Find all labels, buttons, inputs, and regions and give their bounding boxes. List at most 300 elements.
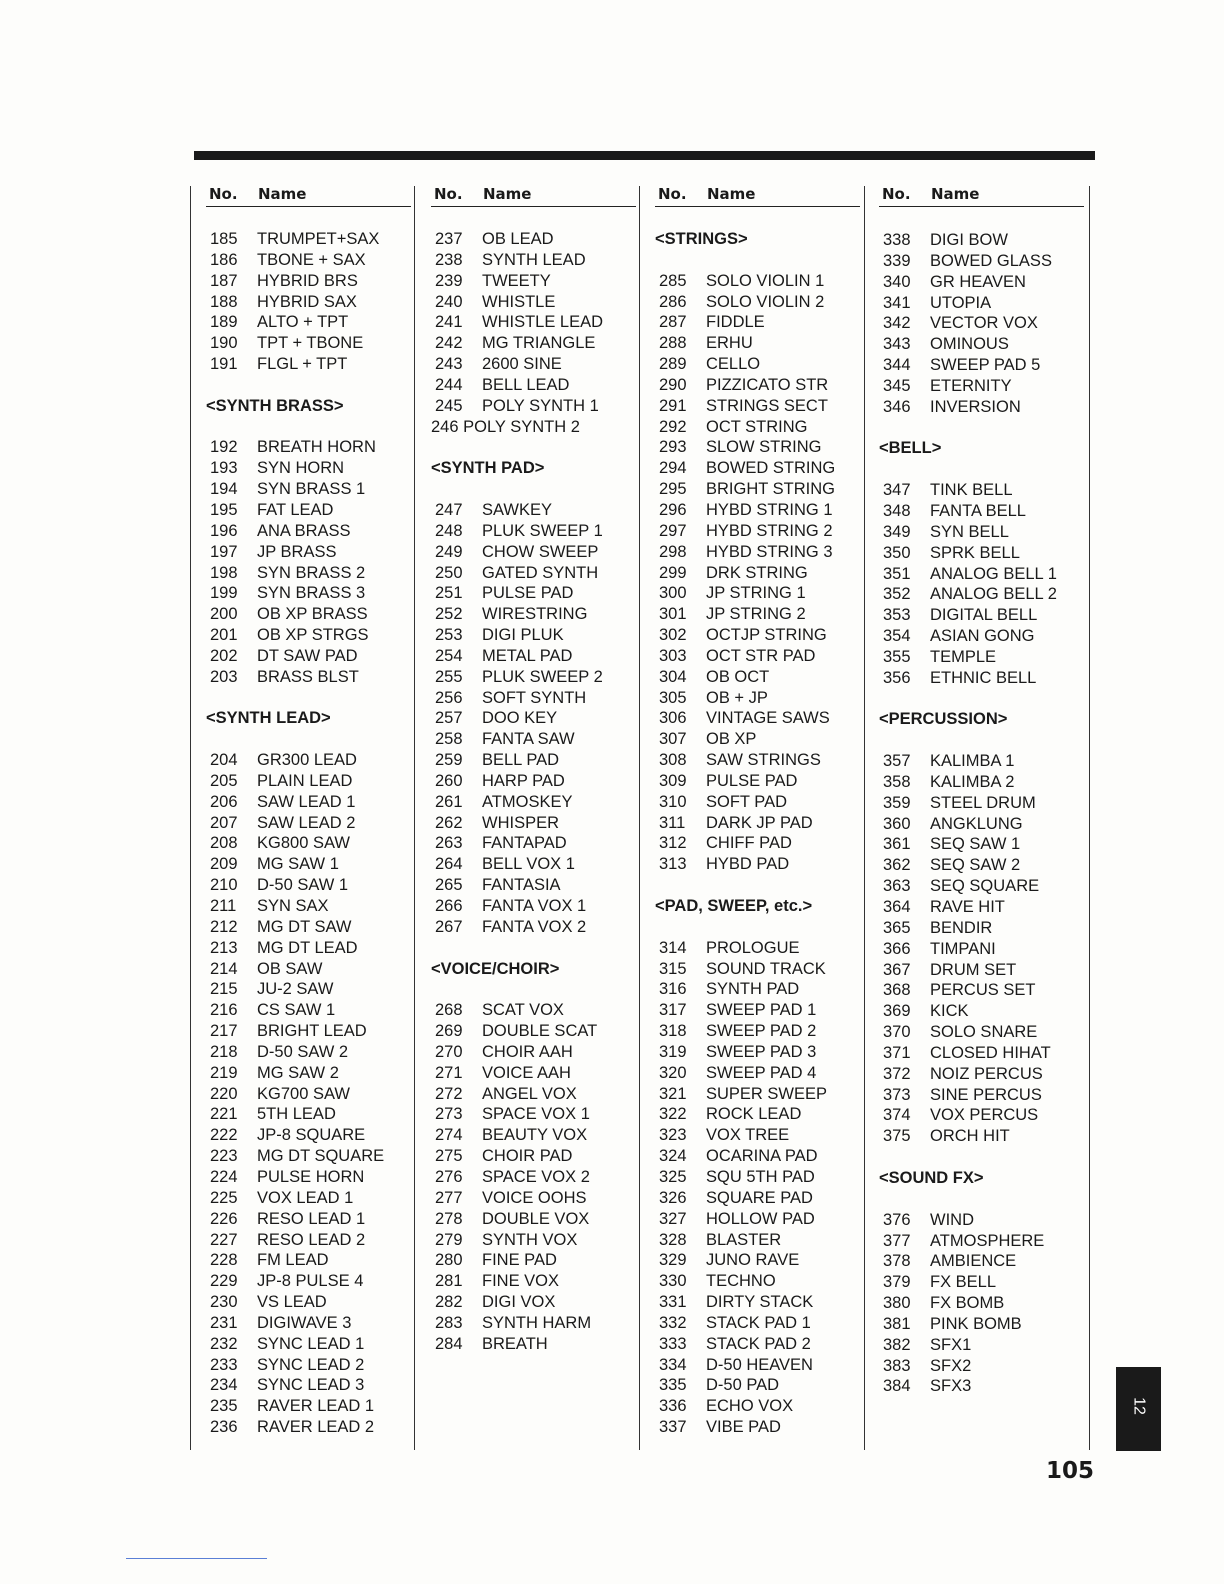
tone-number: 365 [883,918,911,937]
list-item [431,1084,636,1105]
tone-name: ATMOSPHERE [930,1231,1045,1250]
tone-number: 359 [883,793,911,812]
tone-name: TECHNO [706,1272,776,1291]
tone-name: BRIGHT LEAD [257,1022,367,1041]
list-item [655,375,860,396]
list-item [879,584,1084,605]
tone-name: ATMOSKEY [482,792,573,811]
list-item [655,1084,860,1105]
tone-name: CELLO [706,355,761,374]
tone-name: SQU 5TH PAD [706,1167,815,1186]
tone-number: 287 [659,313,687,332]
tone-number: 238 [435,250,463,269]
tone-name: JP-8 SQUARE [257,1126,366,1145]
list-item [431,292,636,313]
tone-number: 204 [210,751,238,770]
tone-name: JP BRASS [257,542,337,561]
tone-number: 217 [210,1022,238,1041]
list-item [879,918,1084,939]
list-item [655,1188,860,1209]
tone-name: BEAUTY VOX [482,1126,588,1145]
list-item [206,1355,411,1376]
tone-name: SPACE VOX 1 [482,1105,590,1124]
tone-name: DOUBLE SCAT [482,1022,598,1041]
section-heading: <PAD, SWEEP, etc.> [655,897,813,915]
list-item [655,813,860,834]
list-item [206,833,411,854]
list-item [206,625,411,646]
list-item [879,230,1084,251]
list-item [879,334,1084,355]
list-item [879,855,1084,876]
tone-name: DIGI VOX [482,1293,556,1312]
list-item [206,646,411,667]
column-divider [639,186,640,1450]
list-item [655,1146,860,1167]
section-heading: <STRINGS> [655,230,748,248]
tone-number: 353 [883,606,911,625]
tone-name: BELL PAD [482,751,560,770]
tone-number: 340 [883,272,911,291]
list-item [879,1272,1084,1293]
tone-name: FX BELL [930,1273,997,1292]
list-item [879,1210,1084,1231]
tone-name: BRIGHT STRING [706,480,835,499]
tone-number: 256 [435,688,463,707]
tone-number: 274 [435,1126,463,1145]
tone-number: 292 [659,417,687,436]
tone-number: 376 [883,1210,911,1229]
list-item [206,500,411,521]
list-item [206,771,411,792]
list-item [206,1000,411,1021]
tone-number: 337 [659,1418,687,1437]
tone-name: DIGI PLUK [482,626,564,645]
spacer [206,729,411,750]
list-item [206,1375,411,1396]
tone-name: FANTA VOX 1 [482,897,587,915]
tone-name: CHOW SWEEP [482,542,599,561]
tone-name: DIGIWAVE 3 [257,1313,352,1332]
tone-name: PLUK SWEEP 1 [482,521,603,540]
list-item [206,1125,411,1146]
column-divider [190,186,191,1450]
chapter-tab-label: 12 [1130,1397,1148,1415]
tone-number: 231 [210,1313,238,1332]
tone-number: 196 [210,521,238,540]
list-item [206,521,411,542]
list-item [879,793,1084,814]
tone-name: FAT LEAD [257,500,334,519]
tone-name: HARP PAD [482,771,565,790]
tone-name: SFX2 [930,1356,972,1375]
list-item [655,500,860,521]
tone-name: ANA BRASS [257,521,351,540]
list-item [655,1334,860,1355]
tone-number: 314 [659,938,687,957]
tone-number: 371 [883,1043,911,1062]
tone-name: SOLO VIOLIN 1 [706,271,825,290]
tone-number: 205 [210,771,238,790]
tone-number: 366 [883,939,911,958]
tone-number: 268 [435,1001,463,1020]
list-item [431,604,636,625]
list-item [655,1230,860,1251]
tone-name: FINE PAD [482,1251,557,1270]
tone-name: OB LEAD [482,230,554,248]
tone-name: SAW LEAD 2 [257,813,356,832]
tone-name: FIDDLE [706,313,765,332]
list-item [206,604,411,625]
list-item [206,1063,411,1084]
tone-name: OCT STR PAD [706,646,816,665]
tone-number: 305 [659,688,687,707]
tone-number: 303 [659,646,687,665]
tone-number: 349 [883,522,911,541]
tone-name: OB OCT [706,667,770,686]
list-item [655,542,860,563]
tone-number: 279 [435,1230,463,1249]
list-item [879,834,1084,855]
tone-name: SOUND TRACK [706,959,826,978]
tone-number: 206 [210,792,238,811]
list-item [879,1064,1084,1085]
tone-number: 243 [435,355,463,374]
tone-number: 214 [210,959,238,978]
list-item [206,875,411,896]
tone-name: GATED SYNTH [482,563,599,582]
list-item [206,1104,411,1125]
list-item [206,292,411,313]
list-item [879,1251,1084,1272]
tone-name: DT SAW PAD [257,646,358,665]
list-item [879,293,1084,314]
tone-number: 266 [435,897,463,915]
tone-name: SWEEP PAD 4 [706,1063,817,1082]
spacer [879,418,1084,439]
tone-number: 308 [659,751,687,770]
tone-name: WIND [930,1210,974,1229]
tone-number: 309 [659,771,687,790]
tone-number: 212 [210,917,238,936]
list-item [431,1271,636,1292]
list-item [879,939,1084,960]
tone-name: MG SAW 2 [257,1063,339,1082]
tone-number: 383 [883,1356,911,1375]
list-item [206,437,411,458]
tone-number: 194 [210,480,238,499]
tone-name: BELL VOX 1 [482,855,575,874]
tone-name: MG DT SAW [257,917,352,936]
tone-number: 284 [435,1334,463,1353]
list-item [879,313,1084,334]
list-item [431,708,636,729]
tone-name: GR HEAVEN [930,272,1026,291]
tone-name: FANTA SAW [482,730,575,749]
tone-number: 355 [883,647,911,666]
list-item [879,272,1084,293]
list-item [879,376,1084,397]
tone-number: 356 [883,668,911,687]
list-item [879,522,1084,543]
tone-number: 360 [883,814,911,833]
tone-name: ANGEL VOX [482,1084,577,1103]
tone-name: WHISTLE [482,292,556,311]
tone-name: KG800 SAW [257,834,350,853]
tone-name: POLY SYNTH 1 [482,396,599,415]
list-item [655,521,860,542]
list-item [206,563,411,584]
tone-number: 289 [659,355,687,374]
list-item [655,1417,860,1438]
tone-number: 299 [659,563,687,582]
tone-name: BOWED GLASS [930,251,1052,270]
tone-name: SYNC LEAD 3 [257,1376,365,1395]
list-item [655,771,860,792]
list-item [431,583,636,604]
tone-name: FANTASIA [482,876,561,895]
list-item [879,897,1084,918]
tone-name: TPT + TBONE [257,334,364,353]
tone-number: 189 [210,313,238,332]
tone-number: 381 [883,1314,911,1333]
list-item [206,1271,411,1292]
tone-name: FX BOMB [930,1294,1005,1313]
tone-number: 325 [659,1167,687,1186]
tone-name: PULSE PAD [706,771,798,790]
tone-number: 186 [210,250,238,269]
tone-number: 372 [883,1064,911,1083]
tone-name: ETHNIC BELL [930,668,1037,687]
list-item [206,1188,411,1209]
tone-number: 271 [435,1063,463,1082]
list-item [879,1126,1084,1147]
tone-name: AMBIENCE [930,1252,1017,1271]
tone-name: DIRTY STACK [706,1293,814,1312]
tone-name: SYNC LEAD 1 [257,1334,365,1353]
tone-name: SWEEP PAD 2 [706,1022,817,1041]
tone-name: FLGL + TPT [257,355,348,374]
tone-name: SEQ SQUARE [930,877,1040,896]
tone-name: PULSE HORN [257,1167,365,1186]
tone-name: ETERNITY [930,376,1012,395]
tone-name: SOLO VIOLIN 2 [706,292,825,311]
list-item [206,1396,411,1417]
list-item [655,959,860,980]
tone-name: SYN SAX [257,897,329,915]
column-header [655,184,860,207]
tone-number: 377 [883,1231,911,1250]
tone-number: 254 [435,646,463,665]
section-heading: <VOICE/CHOIR> [431,959,560,978]
list-item [431,396,636,417]
tone-name: KALIMBA 1 [930,752,1015,771]
tone-name: SWEEP PAD 5 [930,356,1041,375]
list-item [879,1356,1084,1377]
list-item [879,626,1084,647]
tone-name: SYN HORN [257,459,345,478]
spacer [431,979,636,1000]
tone-name: VOX TREE [706,1126,790,1145]
list-item [879,501,1084,522]
list-item [206,583,411,604]
tone-number: 219 [210,1063,238,1082]
tone-number: 338 [883,231,911,249]
list-item [431,500,636,521]
list-item [206,542,411,563]
tone-number: 370 [883,1023,911,1042]
tone-name: TWEETY [482,271,551,290]
tone-name: VS LEAD [257,1293,327,1312]
list-item [431,771,636,792]
tone-number: 225 [210,1188,238,1207]
list-item [206,1313,411,1334]
tone-number: 373 [883,1085,911,1104]
list-item [206,896,411,917]
tone-name: OCTJP STRING [706,626,827,645]
list-item [431,542,636,563]
list-item [206,229,411,250]
tone-number: 207 [210,813,238,832]
list-item [879,1105,1084,1126]
tone-number: 200 [210,605,238,624]
list-item [879,1022,1084,1043]
list-item [206,250,411,271]
tone-number: 343 [883,335,911,354]
spacer [879,689,1084,710]
spacer [431,437,636,458]
tone-number: 221 [210,1105,238,1124]
tone-name: SYN BELL [930,522,1009,541]
list-item [431,667,636,688]
tone-number: 277 [435,1188,463,1207]
tone-number: 275 [435,1147,463,1166]
tone-name: SPRK BELL [930,543,1020,562]
list-item [431,1292,636,1313]
tone-name: CHOIR PAD [482,1147,573,1166]
tone-name: SEQ SAW 1 [930,835,1021,854]
list-item [206,271,411,292]
tone-number: 324 [659,1147,687,1166]
list-item [431,833,636,854]
tone-number: 347 [883,481,911,500]
tone-name: SYN BRASS 1 [257,480,366,499]
tone-number: 216 [210,1001,238,1020]
list-item [206,1417,411,1438]
spacer [206,688,411,709]
spacer [655,250,860,271]
list-item [431,1313,636,1334]
tone-number: 234 [210,1376,238,1395]
tone-number: 330 [659,1272,687,1291]
tone-number: 242 [435,334,463,353]
tone-number: 235 [210,1397,238,1416]
tone-number: 328 [659,1230,687,1249]
list-item [206,750,411,771]
tone-number: 202 [210,646,238,665]
list-item [431,1042,636,1063]
list-item [879,251,1084,272]
tone-name: HYBD STRING 1 [706,500,833,519]
tone-number: 191 [210,355,238,374]
tone-number: 193 [210,459,238,478]
list-item [206,1209,411,1230]
tone-name: 5TH LEAD [257,1105,336,1124]
tone-number: 358 [883,772,911,791]
tone-number: 187 [210,271,238,290]
tone-name: SCAT VOX [482,1001,564,1020]
tone-number: 195 [210,500,238,519]
tone-name: JP-8 PULSE 4 [257,1272,364,1291]
list-item [431,854,636,875]
list-item [431,729,636,750]
tone-name: BREATH [482,1334,548,1353]
tone-name: SAW LEAD 1 [257,792,356,811]
tone-number: 384 [883,1377,911,1396]
tone-number: 341 [883,293,911,312]
list-item [655,312,860,333]
list-item [879,751,1084,772]
list-item [206,1250,411,1271]
tone-name: VOICE OOHS [482,1188,587,1207]
tone-number: 311 [659,813,686,832]
list-item [206,333,411,354]
tone-number: 258 [435,730,463,749]
list-item [879,876,1084,897]
tone-name: VOX LEAD 1 [257,1188,354,1207]
tone-number: 290 [659,375,687,394]
tone-name: SQUARE PAD [706,1188,813,1207]
tone-name: SYN BRASS 2 [257,563,366,582]
tone-number: 203 [210,667,238,686]
tone-number: 209 [210,855,238,874]
spacer [879,1147,1084,1168]
tone-name: SAWKEY [482,500,552,519]
tone-name: RAVE HIT [930,898,1005,916]
list-item [431,646,636,667]
list-item [655,1104,860,1125]
tone-name: SOLO SNARE [930,1023,1038,1042]
list-item [431,1125,636,1146]
tone-number: 270 [435,1042,463,1061]
tone-number: 327 [659,1209,687,1228]
tone-number: 331 [659,1293,687,1312]
tone-name: BRASS BLST [257,667,359,686]
spacer [879,459,1084,480]
list-item [431,625,636,646]
tone-name: SFX3 [930,1377,972,1396]
tone-number: 301 [659,605,687,624]
tone-number: 255 [435,667,463,686]
header-name: Name [931,185,980,203]
list-item [431,875,636,896]
list-item [206,354,411,375]
list-item [431,917,636,938]
top-rule [194,151,1095,160]
list-item [431,1146,636,1167]
tone-number: 263 [435,834,463,853]
tone-number: 247 [435,500,463,519]
tone-number: 329 [659,1251,687,1270]
column-3 [655,184,860,1438]
tone-number: 285 [659,271,687,290]
tone-number: 226 [210,1209,238,1228]
list-item [206,479,411,500]
tone-number: 201 [210,626,238,645]
tone-number: 252 [435,605,463,624]
header-no: No. [434,185,463,203]
tone-number: 192 [210,438,238,457]
